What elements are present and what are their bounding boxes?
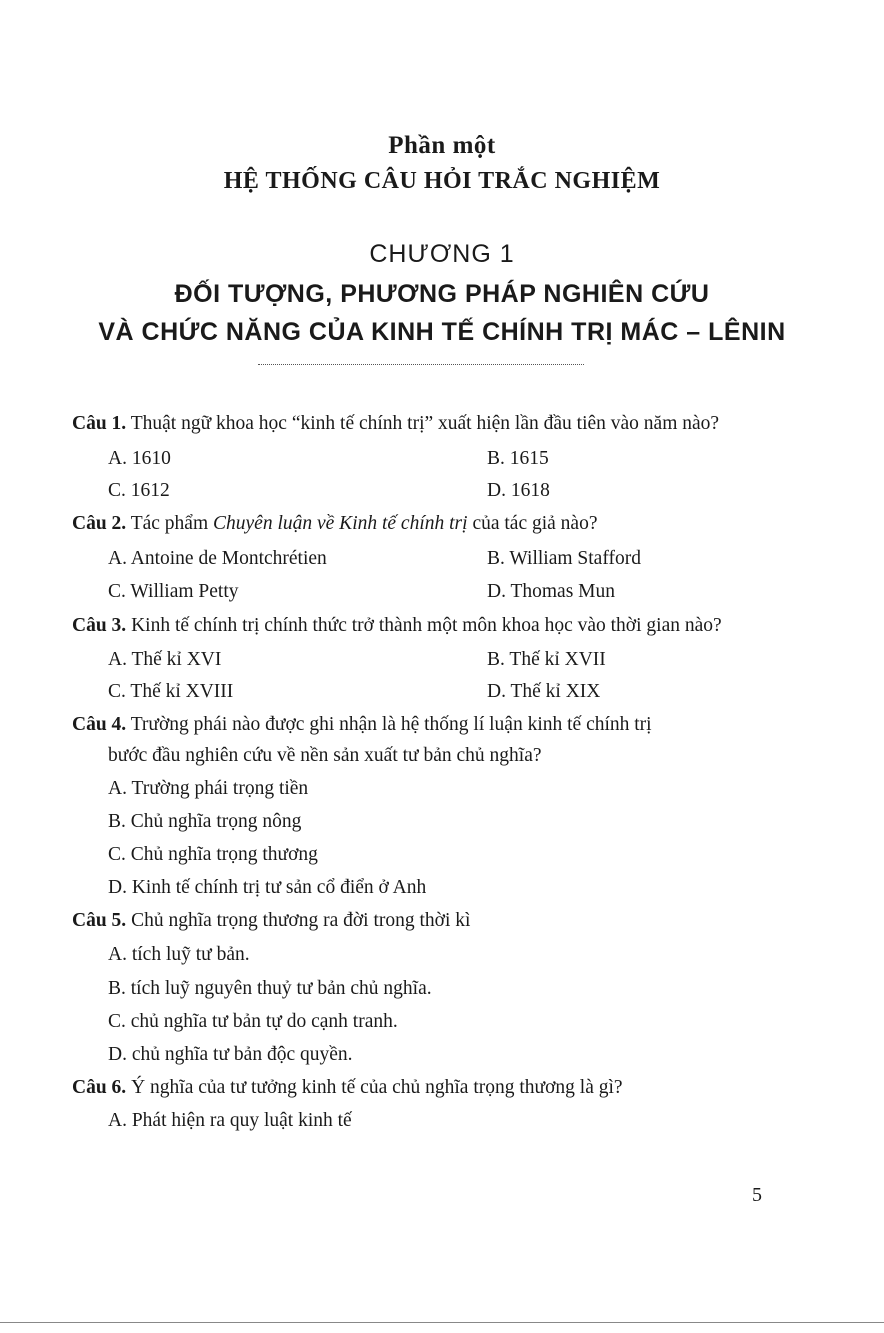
option-5c: C. chủ nghĩa tư bản tự do cạnh tranh. bbox=[108, 1011, 398, 1032]
scan-edge-line bbox=[0, 1322, 884, 1323]
page-number: 5 bbox=[752, 1184, 762, 1206]
chapter-title-line-2: VÀ CHỨC NĂNG CỦA KINH TẾ CHÍNH TRỊ MÁC – LÊNIN bbox=[98, 318, 786, 346]
option-6a: A. Phát hiện ra quy luật kinh tế bbox=[108, 1110, 352, 1131]
question-text: Thuật ngữ khoa học “kinh tế chính trị” xuất hiện lần đầu tiên vào năm nào? bbox=[126, 413, 720, 434]
option-1d: D. 1618 bbox=[487, 480, 550, 501]
question-4-continued: bước đầu nghiên cứu về nền sản xuất tư bản chủ nghĩa? bbox=[108, 745, 542, 766]
chapter-label: CHƯƠNG 1 bbox=[369, 240, 515, 268]
option-3b: B. Thế kỉ XVII bbox=[487, 649, 606, 670]
option-2c: C. William Petty bbox=[108, 581, 239, 602]
question-3 bbox=[72, 616, 722, 636]
option-5d: D. chủ nghĩa tư bản độc quyền. bbox=[108, 1044, 353, 1065]
part-title: HỆ THỐNG CÂU HỎI TRẮC NGHIỆM bbox=[223, 168, 661, 194]
option-3a: A. Thế kỉ XVI bbox=[108, 649, 222, 670]
question-number: Câu 4. bbox=[72, 714, 127, 735]
option-1c: C. 1612 bbox=[108, 480, 170, 501]
option-5b: B. tích luỹ nguyên thuỷ tư bản chủ nghĩa. bbox=[108, 978, 432, 999]
part-label: Phần một bbox=[388, 132, 496, 159]
question-number: Câu 3. bbox=[72, 615, 127, 636]
option-4a: A. Trường phái trọng tiền bbox=[108, 778, 309, 799]
option-2a: A. Antoine de Montchrétien bbox=[108, 548, 327, 569]
question-4 bbox=[72, 715, 652, 735]
question-text: Tác phẩm bbox=[126, 513, 214, 534]
option-5a: A. tích luỹ tư bản. bbox=[108, 944, 250, 965]
question-number: Câu 2. bbox=[72, 513, 127, 534]
option-2d: D. Thomas Mun bbox=[487, 581, 616, 602]
question-text: Kinh tế chính trị chính thức trở thành một môn khoa học vào thời gian nào? bbox=[126, 615, 722, 636]
option-1b: B. 1615 bbox=[487, 448, 549, 469]
question-2 bbox=[72, 514, 597, 534]
option-3c: C. Thế kỉ XVIII bbox=[108, 681, 234, 702]
dotted-divider bbox=[258, 364, 584, 365]
option-3d: D. Thế kỉ XIX bbox=[487, 681, 601, 702]
question-number: Câu 1. bbox=[72, 413, 127, 434]
question-text: Ý nghĩa của tư tưởng kinh tế của chủ nghĩa trọng thương là gì? bbox=[126, 1077, 623, 1098]
question-6 bbox=[72, 1078, 623, 1098]
option-4d: D. Kinh tế chính trị tư sản cổ điển ở Anh bbox=[108, 877, 427, 898]
question-text: Chủ nghĩa trọng thương ra đời trong thời kì bbox=[126, 910, 471, 931]
chapter-title-line-1: ĐỐI TƯỢNG, PHƯƠNG PHÁP NGHIÊN CỨU bbox=[174, 280, 710, 308]
option-4c: C. Chủ nghĩa trọng thương bbox=[108, 844, 318, 865]
option-1a: A. 1610 bbox=[108, 448, 171, 469]
question-number: Câu 6. bbox=[72, 1077, 127, 1098]
book-title: Chuyên luận về Kinh tế chính trị bbox=[213, 513, 468, 534]
question-number: Câu 5. bbox=[72, 910, 127, 931]
option-4b: B. Chủ nghĩa trọng nông bbox=[108, 811, 302, 832]
question-text: Trường phái nào được ghi nhận là hệ thống lí luận kinh tế chính trị bbox=[126, 714, 652, 735]
question-5 bbox=[72, 911, 470, 931]
question-1 bbox=[72, 414, 719, 434]
option-2b: B. William Stafford bbox=[487, 548, 641, 569]
question-text: của tác giả nào? bbox=[467, 513, 598, 534]
